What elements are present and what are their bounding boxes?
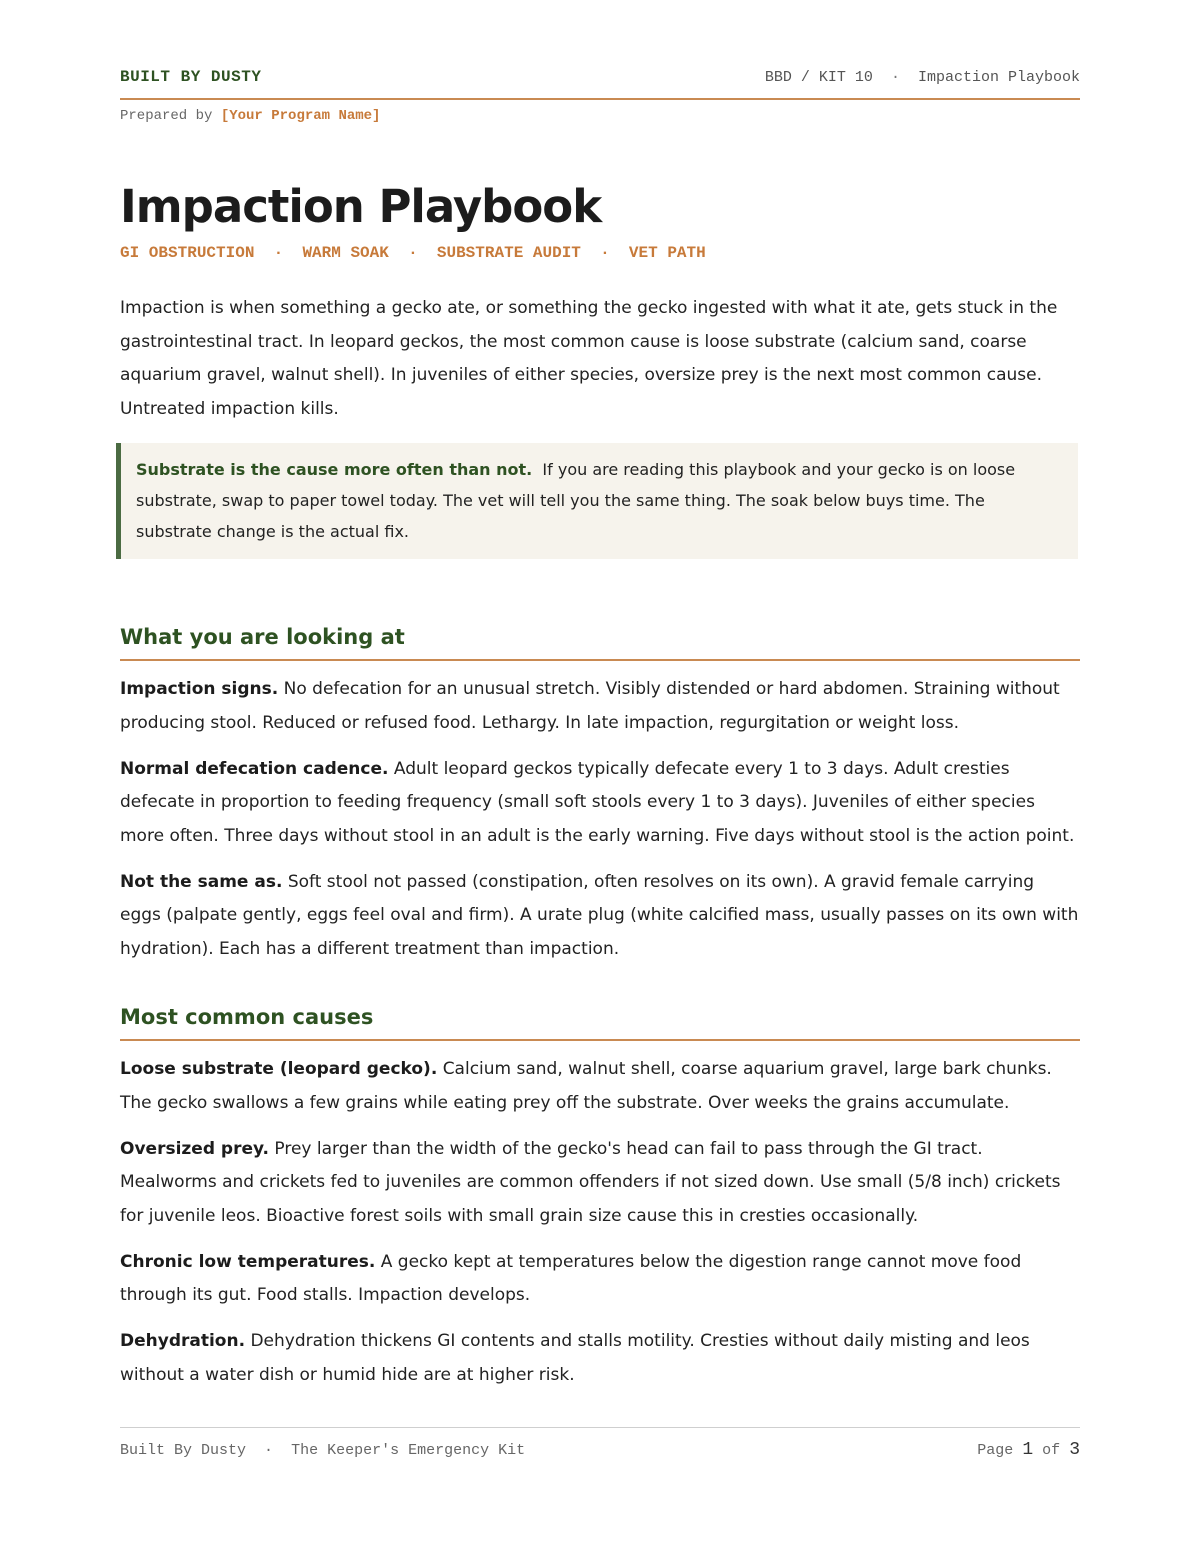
brand-name: BUILT BY DUSTY	[120, 68, 262, 86]
topic-tags	[120, 244, 706, 262]
item-label: Not the same as.	[120, 871, 283, 892]
list-item	[120, 673, 1080, 740]
item-label: Impaction signs.	[120, 679, 279, 699]
header-doc-ref	[765, 69, 1080, 86]
page-total: 3	[1069, 1440, 1080, 1460]
page-label: Page	[977, 1442, 1014, 1459]
list-item	[120, 1053, 1080, 1120]
tag-separator: ·	[600, 244, 610, 262]
callout-lead: Substrate is the cause more often than not.	[136, 460, 533, 479]
header-separator: ·	[890, 69, 900, 86]
tag-vet-path: VET PATH	[628, 244, 706, 262]
page-of: of	[1042, 1442, 1061, 1459]
page-number	[977, 1440, 1080, 1460]
tag-separator: ·	[273, 244, 284, 262]
callout-body: If you are reading this playbook and your gecko is on loose substrate, swap to paper towel today. The vet will tell you the same thing. The soak below buys time. The substrate change is the actual fix.	[136, 460, 1016, 541]
item-label: Oversized prey.	[120, 1138, 269, 1159]
item-text: Calcium sand, walnut shell, coarse aquarium gravel, large bark chunks. The gecko swallows a few grains while eating prey off the substrate. Over weeks the grains accumulate.	[120, 1059, 1052, 1113]
list-item	[120, 753, 1080, 854]
list-item	[120, 1133, 1080, 1234]
list-item	[120, 1325, 1080, 1392]
section-causes	[120, 1053, 1080, 1405]
tag-warm-soak: WARM SOAK	[302, 244, 389, 262]
item-text: Soft stool not passed (constipation, often resolves on its own). A gravid female carrying eggs (palpate gently, eggs feel oval and firm). A urate plug (white calcified mass, usually passes on its own with hydration). Each has a different treatment than impaction.	[120, 871, 1079, 959]
item-label: Normal defecation cadence.	[120, 758, 389, 779]
kit-label: BBD / KIT 10	[764, 69, 873, 86]
tag-substrate-audit: SUBSTRATE AUDIT	[436, 244, 581, 262]
item-text: No defecation for an unusual stretch. Visibly distended or hard abdomen. Straining without producing stool. Reduced or refused food. Lethargy. In late impaction, regurgitation or weight loss.	[120, 679, 1060, 733]
item-text: Adult leopard geckos typically defecate every 1 to 3 days. Adult cresties defecate in proportion to feeding frequency (small soft stools every 1 to 3 days). Juveniles of either species more often. Three days without stool in an adult is the early warning. Five days without stool is the action point.	[120, 758, 1075, 846]
tag-gi-obstruction: GI OBSTRUCTION	[120, 244, 255, 262]
list-item	[120, 866, 1080, 967]
page-header	[120, 66, 1080, 100]
item-label: Chronic low temperatures.	[120, 1251, 376, 1272]
footer-separator: ·	[264, 1442, 274, 1459]
substrate-callout	[116, 443, 1078, 559]
page-current: 1	[1022, 1440, 1034, 1460]
section-heading-looking-at: What you are looking at	[120, 625, 1080, 661]
item-text: A gecko kept at temperatures below the digestion range cannot move food through its gut. Food stalls. Impaction develops.	[120, 1251, 1022, 1305]
prepared-by-line	[120, 108, 380, 124]
item-label: Loose substrate (leopard gecko).	[120, 1059, 438, 1079]
footer-title	[120, 1442, 525, 1459]
section-heading-causes: Most common causes	[120, 1005, 1080, 1041]
footer-kit-name: The Keeper's Emergency Kit	[291, 1442, 526, 1459]
section-looking-at	[120, 673, 1080, 979]
intro-paragraph: Impaction is when something a gecko ate, or something the gecko ingested with what it ate, gets stuck in the gastrointestinal tract. In leopard geckos, the most common cause is loose substrate (calcium sand, coarse aquarium gravel, walnut shell). In juveniles of either species, oversize prey is the next most common cause. Untreated impaction kills.	[120, 298, 1058, 419]
item-label: Dehydration.	[120, 1331, 246, 1351]
page-title: Impaction Playbook	[120, 180, 602, 233]
footer-brand: Built By Dusty	[120, 1442, 247, 1459]
item-text: Prey larger than the width of the gecko's head can fail to pass through the GI tract. Mealworms and crickets fed to juveniles are common offenders if not sized down. Use small (5/8 inch) crickets for juvenile leos. Bioactive forest soils with small grain size cause this in cresties occasionally.	[120, 1138, 1061, 1226]
item-text: Dehydration thickens GI contents and stalls motility. Cresties without daily misting and leos without a water dish or humid hide are at higher risk.	[120, 1331, 1030, 1385]
header-doc-name: Impaction Playbook	[917, 69, 1080, 86]
list-item	[120, 1246, 1080, 1313]
tag-separator: ·	[408, 244, 418, 262]
page-footer	[120, 1427, 1080, 1468]
prepared-label: Prepared by	[120, 108, 213, 124]
program-name-placeholder: [Your Program Name]	[220, 108, 381, 124]
